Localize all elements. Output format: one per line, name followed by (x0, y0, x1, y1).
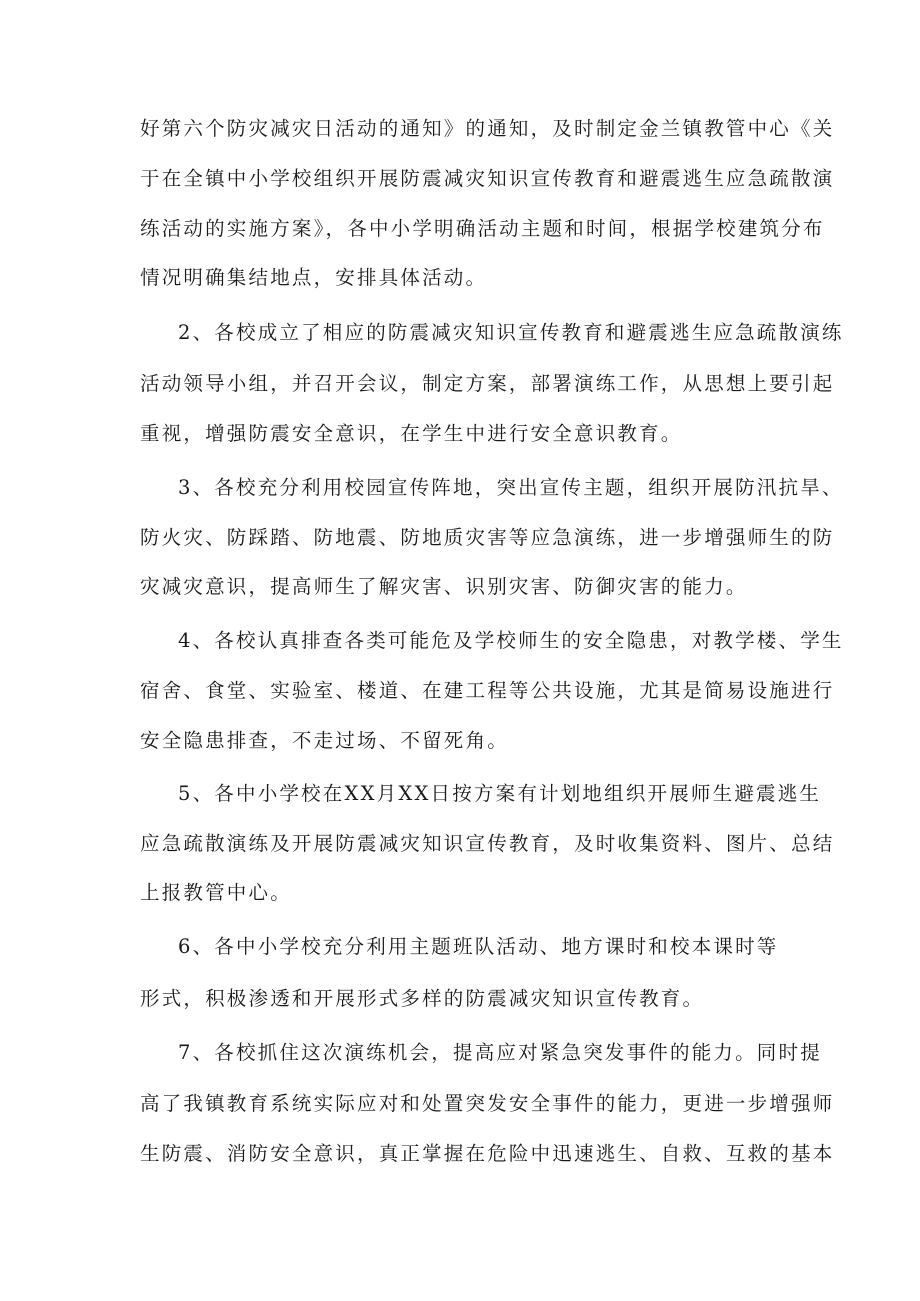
text-line: 应急疏散演练及开展防震减灾知识宣传教育，及时收集资料、图片、总结 (140, 832, 835, 855)
paragraph-5-start: 5、各中小学校在XX月XX日按方案有计划地组织开展师生避震逃生 (178, 782, 822, 805)
text-line: 宿舍、食堂、实验室、楼道、在建工程等公共设施，尤其是简易设施进行 (140, 679, 835, 702)
text-line: 练活动的实施方案》，各中小学明确活动主题和时间，根据学校建筑分布 (140, 217, 825, 240)
text-line: 情况明确集结地点，安排具体活动。 (140, 266, 488, 289)
paragraph-2-start: 2、各校成立了相应的防震减灾知识宣传教育和避震逃生应急疏散演练 (178, 321, 844, 344)
text-line: 安全隐患排查，不走过场、不留死角。 (140, 729, 509, 752)
paragraph-4-start: 4、各校认真排查各类可能危及学校师生的安全隐患，对教学楼、学生 (178, 629, 844, 652)
text-line: 形式，积极渗透和开展形式多样的防震减灾知识宣传教育。 (140, 987, 705, 1010)
text-line: 灾减灾意识，提高师生了解灾害、识别灾害、防御灾害的能力。 (140, 575, 748, 598)
text-line: 防火灾、防踩踏、防地震、防地质灾害等应急演练，进一步增强师生的防 (140, 526, 835, 549)
text-line: 好第六个防灾减灾日活动的通知》的通知，及时制定金兰镇教管中心《关 (140, 117, 835, 140)
text-line: 于在全镇中小学校组织开展防震减灾知识宣传教育和避震逃生应急疏散演 (140, 167, 835, 190)
paragraph-7-start: 7、各校抓住这次演练机会，提高应对紧急突发事件的能力。同时提 (178, 1041, 822, 1064)
text-line: 重视，增强防震安全意识，在学生中进行安全意识教育。 (140, 422, 683, 445)
text-line: 高了我镇教育系统实际应对和处置突发安全事件的能力，更进一步增强师 (140, 1092, 835, 1115)
text-line: 上报教管中心。 (140, 881, 292, 904)
paragraph-6-start: 6、各中小学校充分利用主题班队活动、地方课时和校本课时等 (178, 935, 779, 958)
text-line: 活动领导小组，并召开会议，制定方案，部署演练工作，从思想上要引起 (140, 372, 835, 395)
text-line: 生防震、消防安全意识，真正掌握在危险中迅速逃生、自救、互救的基本 (140, 1142, 835, 1165)
paragraph-3-start: 3、各校充分利用校园宣传阵地，突出宣传主题，组织开展防汛抗旱、 (178, 476, 844, 499)
